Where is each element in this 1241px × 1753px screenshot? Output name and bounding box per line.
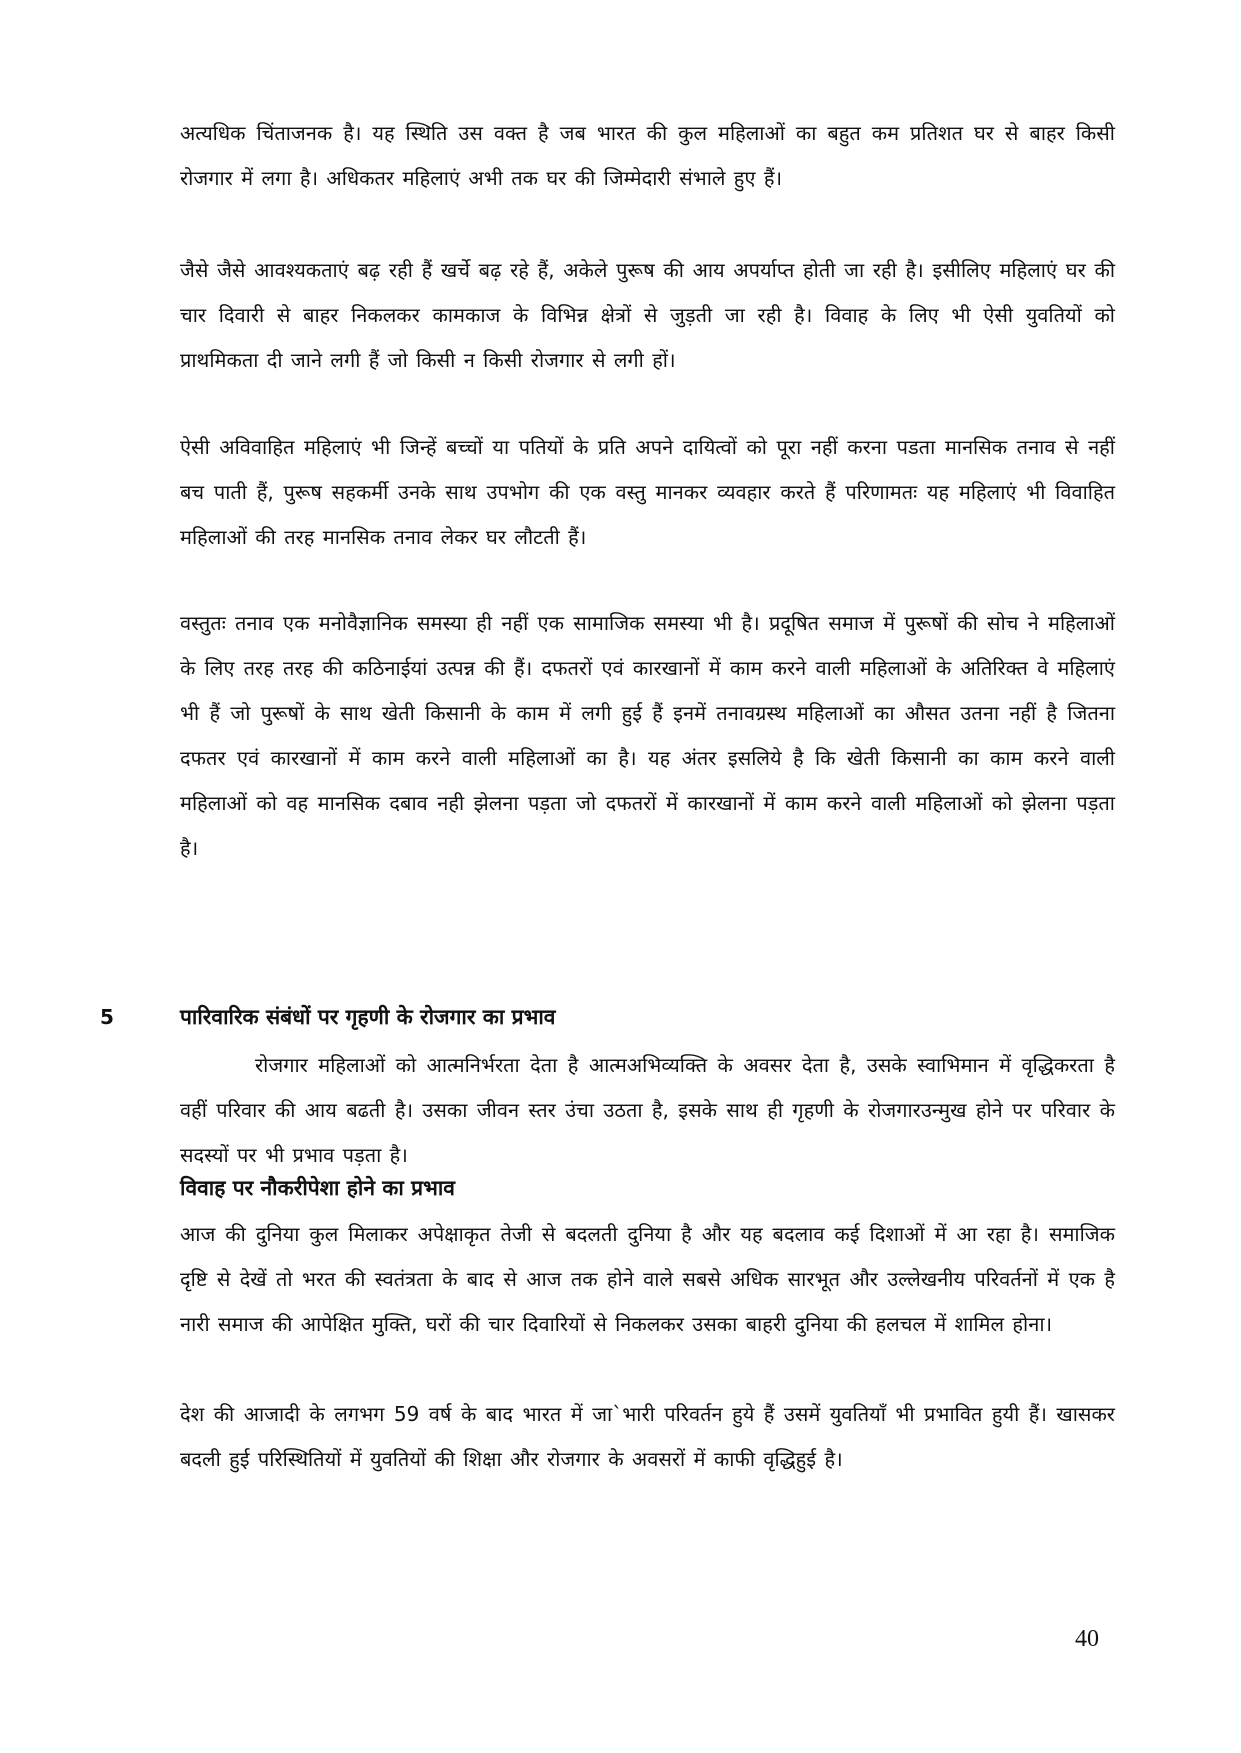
section-heading: पारिवारिक संबंधों पर गृहणी के रोजगार का प्रभाव bbox=[180, 1005, 556, 1029]
paragraph-after-independence: देश की आजादी के लगभग 59 वर्ष के बाद भारत में जा`भारी परिवर्तन हुये हैं उसमें युवतियाँ भी प्रभावित हुयी हैं। खासकर बदली हुई परिस्थितियों में युवतियों की शिक्षा और रोजगार के अवसरों में काफी वृद्धिहुई है। bbox=[180, 1402, 1115, 1471]
paragraph-continuation: अत्यधिक चिंताजनक है। यह स्थिति उस वक्त है जब भारत की कुल महिलाओं का बहुत कम प्रतिशत घर से बाहर किसी रोजगार में लगा है। अधिकतर महिलाएं अभी तक घर की जिम्मेदारी संभाले हुए हैं। bbox=[180, 121, 1115, 190]
page-number: 40 bbox=[1075, 1626, 1099, 1652]
paragraph-unmarried-women: ऐसी अविवाहित महिलाएं भी जिन्हें बच्चों या पतियों के प्रति अपने दायित्वों को पूरा नहीं करना पडता मानसिक तनाव से नहीं बच पाती हैं, पुरूष सहकर्मी उनके साथ उपभोग की एक वस्तु मानकर व्यवहार करते हैं परिणामतः यह महिलाएं भी विवाहित महिलाओं की तरह मानसिक तनाव लेकर घर लौटती हैं। bbox=[180, 435, 1115, 549]
paragraph-changing-world: आज की दुनिया कुल मिलाकर अपेक्षाकृत तेजी से बदलती दुनिया है और यह बदलाव कई दिशाओं में आ रहा है। समाजिक दृष्टि से देखें तो भरत की स्वतंत्रता के बाद से आज तक होने वाले सबसे अधिक सारभूत और उल्लेखनीय परिवर्तनों में एक है नारी समाज की आपेक्षित मुक्ति, घरों की चार दिवारियों से निकलकर उसका बाहरी दुनिया की हलचल में शामिल होना। bbox=[180, 1222, 1115, 1336]
paragraph-rising-needs: जैसे जैसे आवश्यकताएं बढ़ रही हैं खर्चे बढ़ रहे हैं, अकेले पुरूष की आय अपर्याप्त होती जा रही है। इसीलिए महिलाएं घर की चार दिवारी से बाहर निकलकर कामकाज के विभिन्न क्षेत्रों से जुड़ती जा रही है। विवाह के लिए भी ऐसी युवतियों को प्राथमिकता दी जाने लगी हैं जो किसी न किसी रोजगार से लगी हों। bbox=[180, 258, 1115, 372]
paragraph-social-problem: वस्तुतः तनाव एक मनोवैज्ञानिक समस्या ही नहीं एक सामाजिक समस्या भी है। प्रदूषित समाज में पुरूषों की सोच ने महिलाओं के लिए तरह तरह की कठिनाईयां उत्पन्न की हैं। दफतरों एवं कारखानों में काम करने वाली महिलाओं के अतिरिक्त वे महिलाएं भी हैं जो पुरूषों के साथ खेती किसानी के काम में लगी हुई हैं इनमें तनावग्रस्थ महिलाओं का औसत उतना नहीं है जितना दफतर एवं कारखानों में काम करने वाली महिलाओं का है। यह अंतर इसलिये है कि खेती किसानी का काम करने वाली महिलाओं को वह मानसिक दबाव नही झेलना पड़ता जो दफतरों में कारखानों में काम करने वाली महिलाओं को झेलना पड़ता है। bbox=[180, 611, 1115, 860]
section-number: 5 bbox=[100, 1005, 114, 1029]
subheading-marriage: विवाह पर नौकरीपेशा होने का प्रभाव bbox=[180, 1176, 455, 1200]
paragraph-employment-effects: रोजगार महिलाओं को आत्मनिर्भरता देता है आत्मअभिव्यक्ति के अवसर देता है, उसके स्वाभिमान में वृद्धिकरता है वहीं परिवार की आय बढती है। उसका जीवन स्तर उंचा उठता है, इसके साथ ही गृहणी के रोजगारउन्मुख होने पर परिवार के सदस्यों पर भी प्रभाव पड़ता है। bbox=[180, 1053, 1115, 1167]
